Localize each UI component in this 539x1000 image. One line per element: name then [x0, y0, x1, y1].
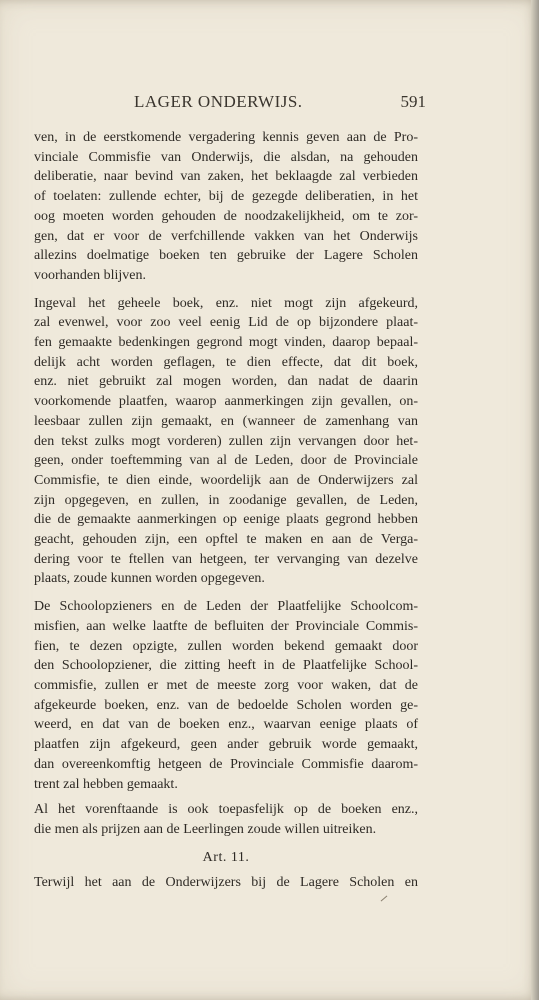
text-line: zal evenwel, voor zoo veel eenig Lid de op bijzondere plaat- — [34, 315, 418, 331]
text-line: gen, dat er voor de verfchillende vakken van het Onderwijs — [34, 228, 418, 244]
text-line: den tekst zulks mogt vorderen) zullen zijn vervangen door het- — [34, 433, 418, 449]
text-line: den Schoolopziener, die zitting heeft in de Plaatfelijke School- — [34, 658, 418, 674]
text-line: Terwijl het aan de Onderwijzers bij de Lagere Scholen en — [34, 875, 418, 891]
paragraph-2 — [34, 294, 418, 590]
text-line: Commisfie, te dien einde, woordelijk aan de Onderwijzers zal — [34, 472, 418, 488]
text-line: commisfie, zullen er met de meeste zorg voor waken, dat de — [34, 677, 418, 693]
text-line: afgekeurde boeken, enz. van de bedoelde Scholen worden ge- — [34, 697, 418, 713]
text-line: voorhanden blijven. — [34, 267, 146, 283]
paragraph-4 — [34, 800, 418, 839]
text-line: enz. niet gebruikt zal mogen worden, dan nadat de daarin — [34, 374, 418, 390]
text-line: deliberatie, naar bevind van zaken, het beklaagde zal verbieden — [34, 169, 418, 185]
text-line: De Schoolopzieners en de Leden der Plaatfelijke Schoolcom- — [34, 599, 418, 615]
text-line: dan overeenkomftig hetgeen de Provinciale Commisfie daarom- — [34, 756, 418, 772]
text-line: geen, onder toeftemming van al de Leden, door de Provinciale — [34, 453, 418, 469]
text-line: zijn opgegeven, en zullen, in zoodanige gevallen, de Leden, — [34, 492, 418, 508]
page-edge — [531, 0, 539, 1000]
ink-mark — [381, 896, 388, 902]
text-line: delijk acht worden geflagen, te dien effecte, dat dit boek, — [34, 354, 418, 370]
text-line: vinciale Commisfie van Onderwijs, die alsdan, na gehouden — [34, 149, 418, 165]
page-number: 591 — [400, 92, 426, 111]
text-line: fien, te dezen opzigte, zullen worden bekend gemaakt door — [34, 638, 418, 654]
text-line: leesbaar zullen zijn gemaakt, en (wanneer de zamenhang van — [34, 413, 418, 429]
text-line: weerd, en dat van de boeken enz., waarvan eenige plaats of — [34, 717, 418, 733]
text-line: misfien, aan welke laatfte de befluiten der Provinciale Commis- — [34, 618, 418, 634]
body-text — [34, 128, 418, 893]
text-line: Al het vorenftaande is ook toepasfelijk op de boeken enz., — [34, 802, 418, 818]
text-line: oog moeten worden gehouden de noodzakelijkheid, om te zor- — [34, 208, 418, 224]
article-heading: Art. 11. — [202, 849, 250, 865]
text-line: die de gemaakte aanmerkingen op eenige plaats gegrond hebben — [34, 512, 418, 528]
text-line: allezins doelmatige boeken ten gebruike der Lagere Scholen — [34, 248, 418, 264]
text-line: voorkomende plaatfen, waarop aanmerkingen zijn gevallen, on- — [34, 394, 418, 410]
text-line: die men als prijzen aan de Leerlingen zoude willen uitreiken. — [34, 821, 377, 837]
text-line: fen gemaakte bedenkingen gegrond mogt vinden, daarop bepaal- — [34, 335, 418, 351]
text-line: plaatfen zijn afgekeurd, geen ander gebruik worde gemaakt, — [34, 737, 418, 753]
page-header — [34, 92, 424, 116]
text-line: of toelaten: zullende echter, bij de gezegde deliberatien, in het — [34, 189, 418, 205]
paragraph-3 — [34, 597, 418, 794]
text-line: plaats, zoude kunnen worden opgegeven. — [34, 571, 265, 587]
running-title: LAGER ONDERWIJS. — [134, 92, 303, 111]
text-line: trent zal hebben gemaakt. — [34, 776, 178, 792]
paragraph-1 — [34, 128, 418, 286]
article-paragraph — [34, 873, 418, 893]
text-line: geacht, gehouden zijn, een opftel te maken en aan de Verga- — [34, 532, 418, 548]
text-line: Ingeval het geheele boek, enz. niet mogt zijn afgekeurd, — [34, 295, 418, 311]
text-line: ven, in de eerstkomende vergadering kennis geven aan de Pro- — [34, 130, 418, 145]
text-line: dering voor te ftellen van hetgeen, ter vervanging van dezelve — [34, 551, 418, 567]
